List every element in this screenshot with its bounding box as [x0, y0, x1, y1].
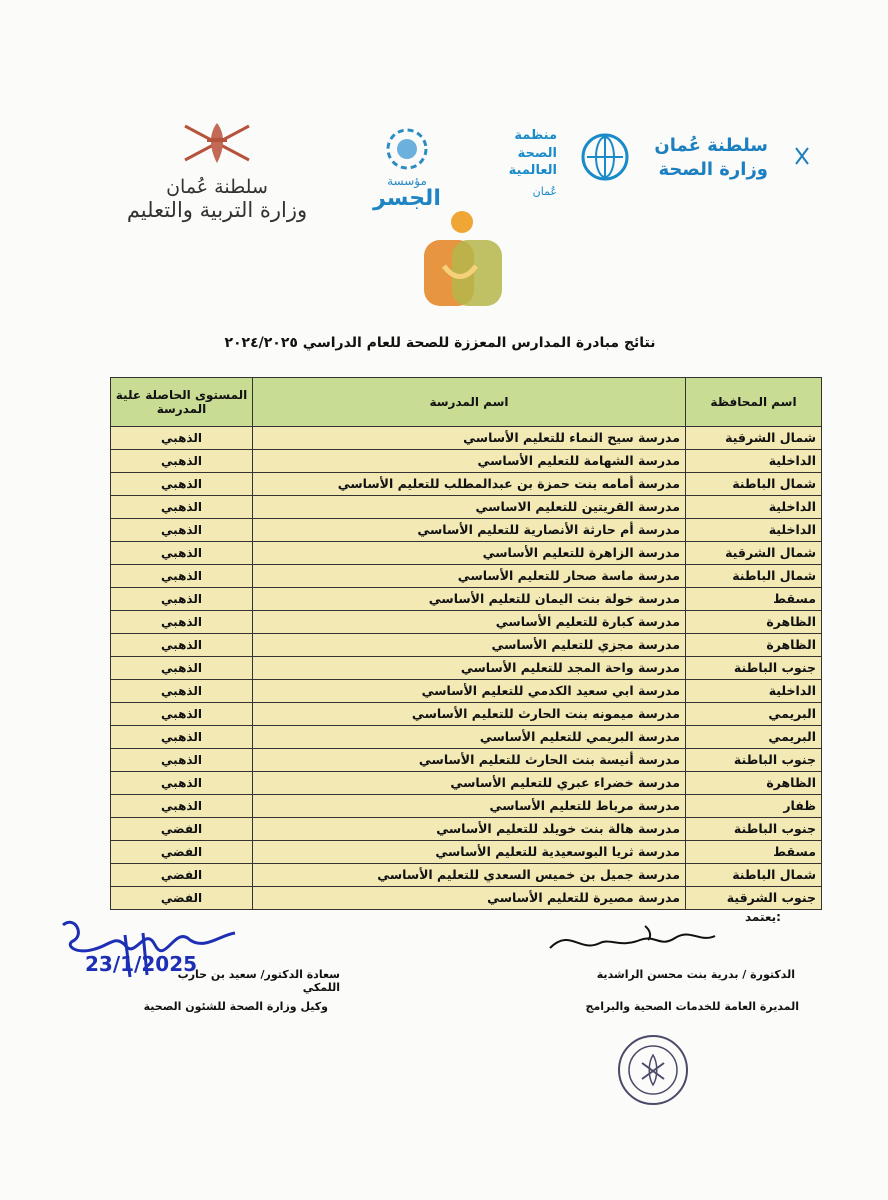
right-signatory-title: المديرة العامة للخدمات الصحية والبرامج — [585, 1000, 799, 1013]
signature-date: 23/1/2025 — [85, 952, 198, 976]
table-body — [111, 427, 822, 910]
approval-label: يعتمد: — [745, 910, 781, 924]
cell-governorate: شمال الباطنة — [686, 565, 822, 588]
cell-level: الذهبي — [111, 519, 253, 542]
table-row — [111, 450, 822, 473]
table-row — [111, 588, 822, 611]
table-header-row — [111, 378, 822, 427]
cell-level: الفضي — [111, 864, 253, 887]
cell-governorate: شمال الباطنة — [686, 864, 822, 887]
cell-school: مدرسة البريمي للتعليم الأساسي — [253, 726, 686, 749]
cell-governorate: الداخلية — [686, 680, 822, 703]
table-row — [111, 772, 822, 795]
cell-governorate: جنوب الباطنة — [686, 749, 822, 772]
cell-school: مدرسة سيح النماء للتعليم الأساسي — [253, 427, 686, 450]
cell-level: الذهبي — [111, 680, 253, 703]
cell-governorate: مسقط — [686, 841, 822, 864]
cell-governorate: جنوب الباطنة — [686, 818, 822, 841]
jisr-emblem-icon — [367, 128, 447, 170]
cell-governorate: الداخلية — [686, 450, 822, 473]
moe-logo-line2: وزارة التربية والتعليم — [126, 198, 308, 222]
header-governorate: اسم المحافظة — [686, 378, 822, 427]
health-schools-logo — [414, 208, 510, 320]
table-row — [111, 818, 822, 841]
table-row — [111, 726, 822, 749]
table-row — [111, 680, 822, 703]
cell-governorate: الظاهرة — [686, 772, 822, 795]
khanjar-emblem-icon — [177, 118, 257, 168]
who-logo-line3: عُمان — [532, 185, 557, 198]
cell-school: مدرسة هالة بنت خويلد للتعليم الأساسي — [253, 818, 686, 841]
cell-level: الفضي — [111, 818, 253, 841]
table-row — [111, 565, 822, 588]
cell-governorate: شمال الباطنة — [686, 473, 822, 496]
table-row — [111, 611, 822, 634]
moh-logo-line1: سلطنة عُمان — [654, 135, 768, 156]
cell-governorate: الداخلية — [686, 519, 822, 542]
cell-governorate: جنوب الباطنة — [686, 657, 822, 680]
handwritten-signature-black — [540, 918, 720, 958]
cell-school: مدرسة ثريا البوسعيدية للتعليم الأساسي — [253, 841, 686, 864]
who-logo-line1: منظمة — [514, 128, 557, 143]
moe-logo-line1: سلطنة عُمان — [166, 176, 268, 198]
seal-stamp-icon — [616, 1033, 690, 1107]
cell-school: مدرسة ماسة صحار للتعليم الأساسي — [253, 565, 686, 588]
cell-level: الذهبي — [111, 795, 253, 818]
cell-school: مدرسة الزاهرة للتعليم الأساسي — [253, 542, 686, 565]
cell-level: الذهبي — [111, 749, 253, 772]
cell-level: الذهبي — [111, 473, 253, 496]
moh-logo — [650, 120, 820, 204]
jisr-logo — [352, 128, 462, 210]
cell-school: مدرسة كبارة للتعليم الأساسي — [253, 611, 686, 634]
cell-school: مدرسة أنيسة بنت الحارث للتعليم الأساسي — [253, 749, 686, 772]
moe-logo — [112, 118, 322, 222]
cell-governorate: البريمي — [686, 726, 822, 749]
cell-governorate: شمال الشرقية — [686, 542, 822, 565]
table-row — [111, 542, 822, 565]
right-signatory-name: الدكتورة / بدرية بنت محسن الراشدية — [596, 968, 795, 981]
cell-school: مدرسة خضراء عبري للتعليم الأساسي — [253, 772, 686, 795]
cell-level: الفضي — [111, 841, 253, 864]
table-row — [111, 519, 822, 542]
official-seal — [616, 1033, 690, 1111]
cell-level: الذهبي — [111, 450, 253, 473]
left-signatory-title: وكيل وزارة الصحة للشئون الصحية — [143, 1000, 328, 1013]
right-signature — [540, 918, 720, 962]
cell-governorate: مسقط — [686, 588, 822, 611]
cell-level: الذهبي — [111, 611, 253, 634]
table-row — [111, 634, 822, 657]
cell-school: مدرسة ميمونه بنت الحارث للتعليم الأساسي — [253, 703, 686, 726]
cell-level: الفضي — [111, 887, 253, 910]
cell-governorate: جنوب الشرقية — [686, 887, 822, 910]
cell-school: مدرسة مرباط للتعليم الأساسي — [253, 795, 686, 818]
cell-level: الذهبي — [111, 427, 253, 450]
table-row — [111, 841, 822, 864]
cell-school: مدرسة ابي سعيد الكدمي للتعليم الأساسي — [253, 680, 686, 703]
cell-school: مدرسة أمامه بنت حمزة بن عبدالمطلب للتعليم الأساسي — [253, 473, 686, 496]
cell-level: الذهبي — [111, 657, 253, 680]
cell-school: مدرسة مجزي للتعليم الأساسي — [253, 634, 686, 657]
cell-school: مدرسة خولة بنت اليمان للتعليم الأساسي — [253, 588, 686, 611]
moh-logo-line2: وزارة الصحة — [658, 159, 768, 180]
cell-school: مدرسة أم حارثة الأنصارية للتعليم الأساسي — [253, 519, 686, 542]
table-row — [111, 496, 822, 519]
cell-level: الذهبي — [111, 496, 253, 519]
table-row — [111, 864, 822, 887]
cell-level: الذهبي — [111, 542, 253, 565]
who-logo-line2: الصحة العالمية — [508, 146, 557, 178]
cell-school: مدرسة مصيرة للتعليم الأساسي — [253, 887, 686, 910]
cell-governorate: الظاهرة — [686, 634, 822, 657]
health-schools-emblem-icon — [414, 208, 510, 316]
header-level: المستوى الحاصلة علية المدرسة — [111, 378, 253, 427]
jisr-logo-line1: مؤسسة — [387, 174, 427, 188]
cell-governorate: ظفار — [686, 795, 822, 818]
cell-governorate: البريمي — [686, 703, 822, 726]
table-row — [111, 749, 822, 772]
cell-governorate: الداخلية — [686, 496, 822, 519]
cell-governorate: الظاهرة — [686, 611, 822, 634]
cell-school: مدرسة الشهامة للتعليم الأساسي — [253, 450, 686, 473]
table-row — [111, 795, 822, 818]
cell-level: الذهبي — [111, 726, 253, 749]
who-logo — [495, 125, 635, 204]
cell-level: الذهبي — [111, 703, 253, 726]
document-title: نتائج مبادرة المدارس المعززة للصحة للعام الدراسي ٢٠٢٤/٢٠٢٥ — [224, 335, 656, 351]
table-row — [111, 703, 822, 726]
cell-level: الذهبي — [111, 634, 253, 657]
cell-level: الذهبي — [111, 588, 253, 611]
table-row — [111, 473, 822, 496]
cell-governorate: شمال الشرقية — [686, 427, 822, 450]
jisr-logo-line2: الجسر — [373, 186, 441, 211]
cell-school: مدرسة واحة المجد للتعليم الأساسي — [253, 657, 686, 680]
results-table — [110, 377, 822, 910]
header-school: اسم المدرسة — [253, 378, 686, 427]
cell-school: مدرسة جميل بن خميس السعدي للتعليم الأساسي — [253, 864, 686, 887]
left-signatory-name: سعادة الدكتور/ سعيد بن حارب اللمكي — [177, 968, 340, 994]
table-row — [111, 427, 822, 450]
table-row — [111, 657, 822, 680]
cell-level: الذهبي — [111, 565, 253, 588]
cell-level: الذهبي — [111, 772, 253, 795]
cell-school: مدرسة القريتين للتعليم الاساسي — [253, 496, 686, 519]
